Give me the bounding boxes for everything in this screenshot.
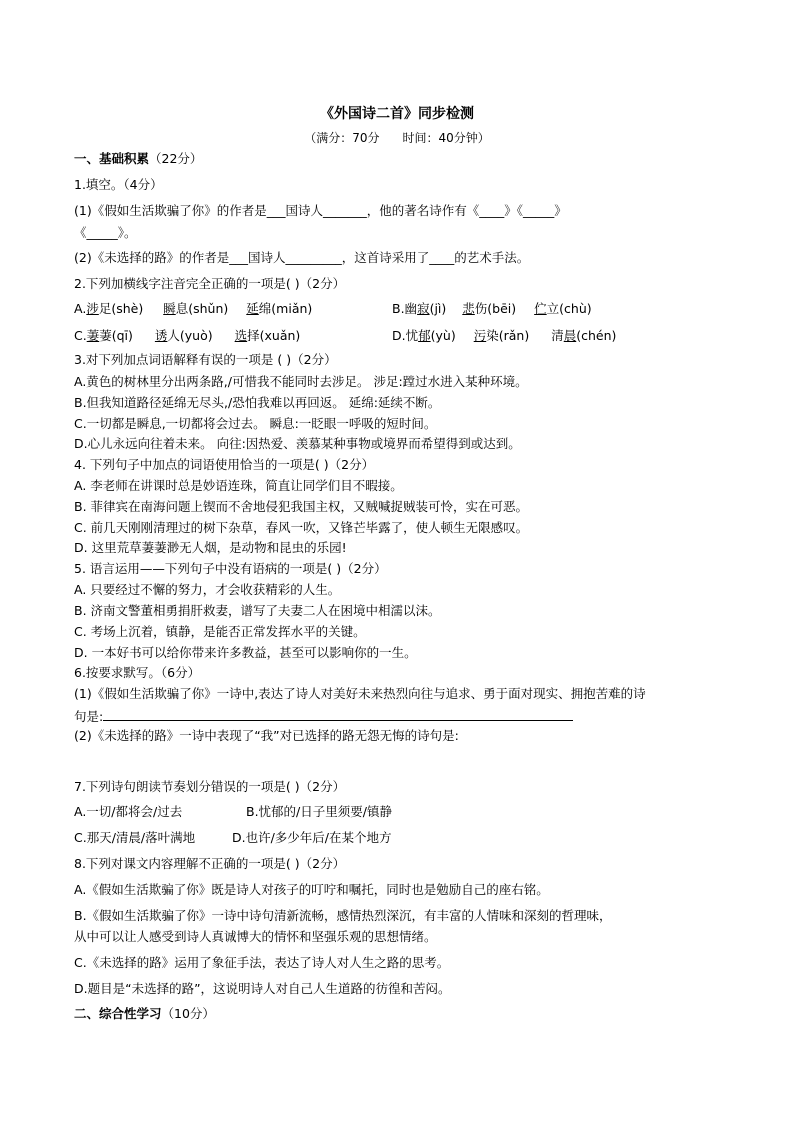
question-8-option-b-line-1: B.《假如生活欺骗了你》一诗中诗句清新流畅，感情热烈深沉，有丰富的人情味和深刻的哲理味， (74, 908, 612, 923)
question-2-option-d: D.忧郁(yù) 污染(rǎn) 清晨(chén) (392, 328, 617, 343)
section-heading-2: 二、综合性学习（10分） (74, 1006, 215, 1021)
question-1-line-3: (2)《未选择的路》的作者是___国诗人_________，这首诗采用了____的艺术手法。 (74, 250, 530, 265)
question-7-option-a: A.一切/都将会/过去 (74, 804, 183, 819)
page-title: 《外国诗二首》同步检测 (320, 106, 474, 122)
question-3-option-a: A.黄色的树林里分出两条路,/可惜我不能同时去涉足。 涉足:蹚过水进入某种环境。 (74, 374, 528, 389)
question-4-option-b: B. 菲律宾在南海问题上锲而不舍地侵犯我国主权，又贼喊捉贼装可怜，实在可恶。 (74, 499, 529, 514)
question-4-stem: 4. 下列句子中加点的词语使用恰当的一项是( )（2分） (74, 457, 375, 472)
question-3-stem: 3.对下列加点词语解释有误的一项是 ( )（2分） (74, 352, 337, 367)
question-2-stem: 2.下列加横线字注音完全正确的一项是( )（2分） (74, 276, 346, 291)
question-5-option-c: C. 考场上沉着，镇静，是能否正常发挥水平的关键。 (74, 624, 366, 639)
question-4-option-c: C. 前几天刚刚清理过的树下杂草，春风一吹，又锋芒毕露了，使人顿生无限感叹。 (74, 520, 529, 535)
question-7-option-b: B.忧郁的/日子里须要/镇静 (246, 804, 392, 819)
question-7-stem: 7.下列诗句朗读节奏划分错误的一项是( )（2分） (74, 779, 346, 794)
question-1-line-2: 《_____》。 (74, 225, 137, 240)
page-subtitle: （满分：70分 时间：40分钟） (304, 131, 490, 145)
question-2-option-b: B.幽寂(jì) 悲伤(bēi) 伫立(chù) (392, 301, 592, 316)
question-2-option-a: A.涉足(shè) 瞬息(shǔn) 延绵(miǎn) (74, 301, 313, 316)
question-4-option-a: A. 李老师在讲课时总是妙语连珠，简直让同学们目不暇接。 (74, 478, 403, 493)
question-5-option-a: A. 只要经过不懈的努力，才会收获精彩的人生。 (74, 582, 341, 597)
question-1-stem: 1.填空。（4分） (74, 177, 163, 192)
question-6-line-1: (1)《假如生活欺骗了你》一诗中,表达了诗人对美好未来热烈向往与追求、勇于面对现实、拥抱苦难的诗 (74, 686, 646, 701)
question-6-line-2: 句是: (74, 707, 573, 725)
question-3-option-b: B.但我知道路径延绵无尽头,/恐怕我难以再回返。 延绵:延续不断。 (74, 395, 441, 410)
section-heading-1: 一、基础积累（22分） (74, 151, 203, 166)
question-8-option-d: D.题目是“未选择的路”，这说明诗人对自己人生道路的彷徨和苦闷。 (74, 981, 451, 996)
question-2-option-c: C.萋萋(qī) 诱人(yuò) 选择(xuǎn) (74, 328, 301, 343)
question-6-line-3: (2)《未选择的路》一诗中表现了“我”对已选择的路无怨无悔的诗句是: (74, 728, 459, 743)
question-8-option-b-line-2: 从中可以让人感受到诗人真诚博大的情怀和坚强乐观的思想情绪。 (74, 929, 437, 944)
question-4-option-d: D. 这里荒草萋萋渺无人烟，是动物和昆虫的乐园! (74, 540, 347, 555)
question-3-option-c: C.一切都是瞬息,一切都将会过去。 瞬息:一眨眼一呼吸的短时间。 (74, 416, 437, 431)
question-5-stem: 5. 语言运用——下列句子中没有语病的一项是( )（2分） (74, 561, 387, 576)
question-1-line-1: (1)《假如生活欺骗了你》的作者是___国诗人_______，他的著名诗作有《____》《_____》 (74, 203, 567, 218)
question-8-option-c: C.《未选择的路》运用了象征手法，表达了诗人对人生之路的思考。 (74, 955, 450, 970)
answer-blank[interactable] (103, 707, 573, 721)
question-8-option-a: A.《假如生活欺骗了你》既是诗人对孩子的叮咛和嘱托，同时也是勉励自己的座右铭。 (74, 882, 549, 897)
question-8-stem: 8.下列对课文内容理解不正确的一项是( )（2分） (74, 856, 346, 871)
question-5-option-b: B. 济南文警董相勇捐肝救妻，谱写了夫妻二人在困境中相濡以沫。 (74, 603, 441, 618)
question-3-option-d: D.心儿永远向往着未来。 向往:因热爱、羡慕某种事物或境界而希望得到或达到。 (74, 436, 521, 451)
question-6-stem: 6.按要求默写。（6分） (74, 665, 201, 680)
question-5-option-d: D. 一本好书可以给你带来许多教益，甚至可以影响你的一生。 (74, 645, 417, 660)
question-7-option-c: C.那天/清晨/落叶满地 (74, 830, 196, 845)
question-7-option-d: D.也许/多少年后/在某个地方 (232, 830, 392, 845)
